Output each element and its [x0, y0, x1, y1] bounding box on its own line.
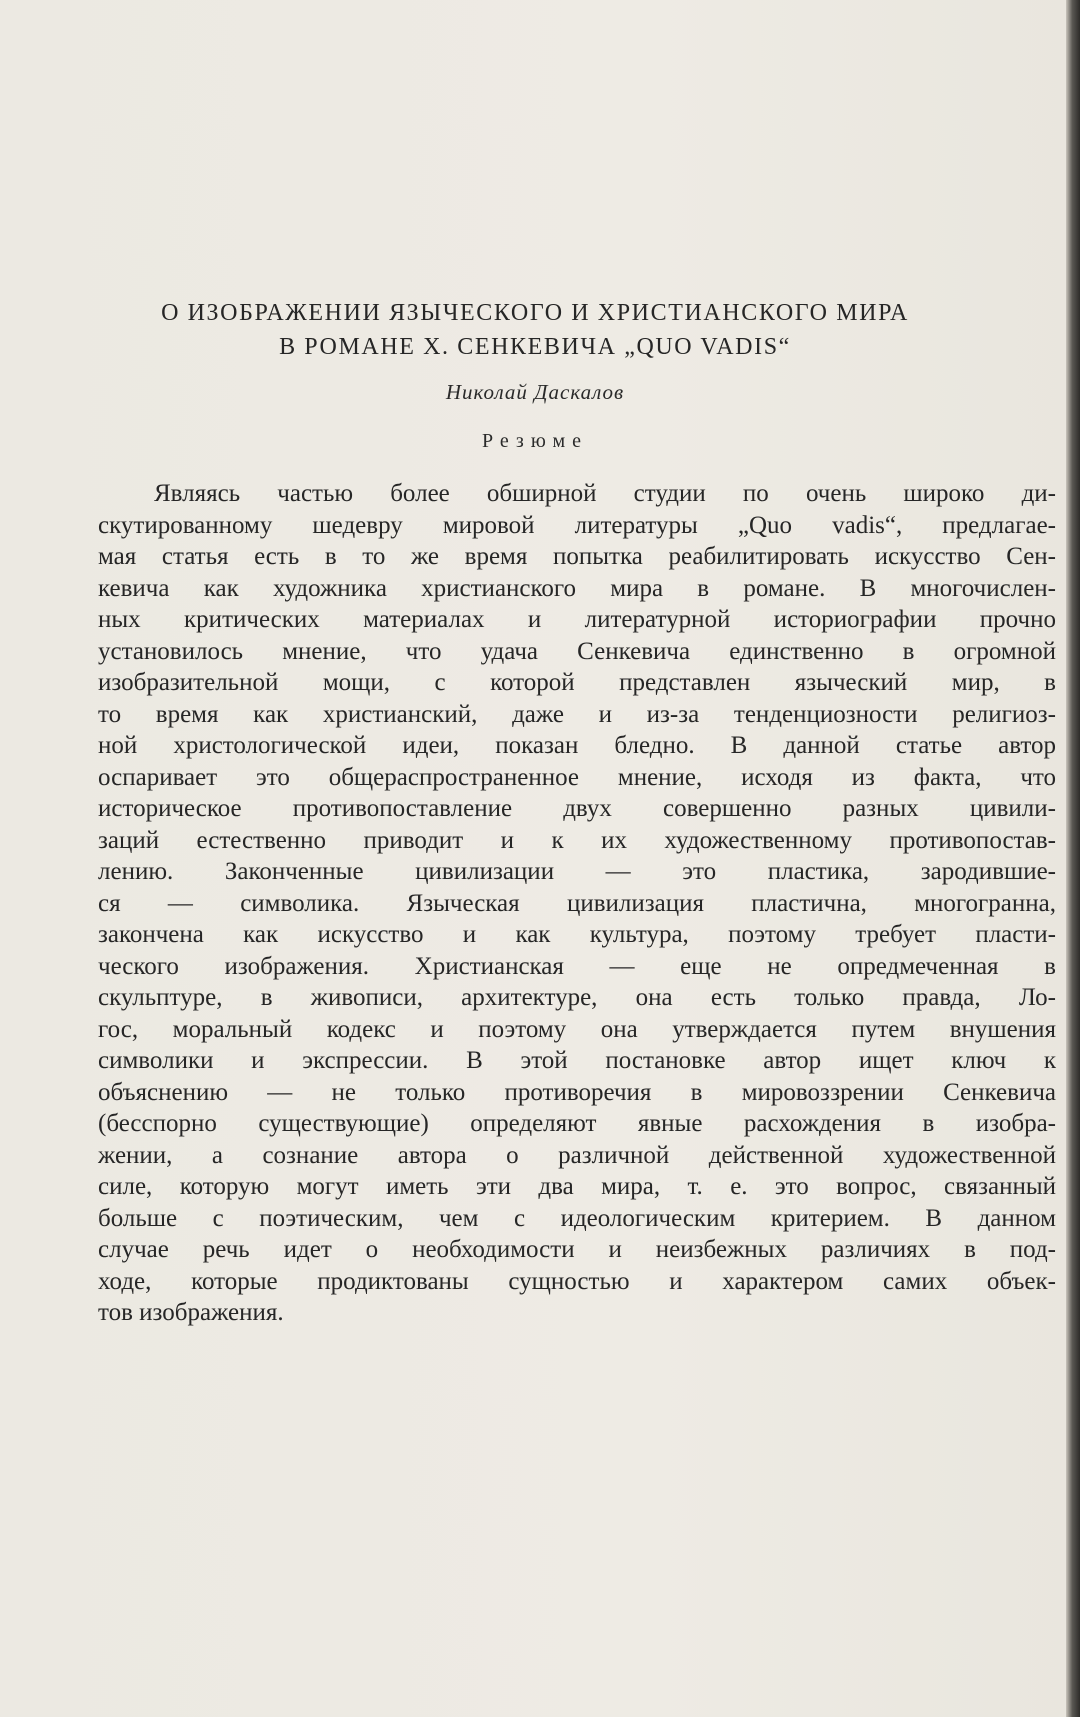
- text-line: заций естественно приводит и к их художественному противопостав-: [98, 826, 1056, 854]
- text-line: символики и экспрессии. В этой постановке автор ищет ключ к: [98, 1047, 1056, 1074]
- text-line: объяснению — не только противоречия в мировоззрении Сенкевича: [98, 1078, 1056, 1106]
- text-line: больше с поэтическим, чем с идеологическим критерием. В данном: [98, 1204, 1056, 1232]
- text-line: оспаривает это общераспространенное мнение, исходя из факта, что: [98, 763, 1056, 791]
- text-line: скульптуре, в живописи, архитектуре, она есть только правда, Ло-: [98, 984, 1056, 1011]
- title-line: О ИЗОБРАЖЕНИИ ЯЗЫЧЕСКОГО И ХРИСТИАНСКОГО МИРА: [161, 300, 909, 326]
- text-line: тов изображения.: [98, 1299, 284, 1326]
- text-line: ной христологической идеи, показан бледно. В данной статье автор: [98, 732, 1056, 759]
- text-line: ческого изображения. Христианская — еще не опредмеченная в: [98, 952, 1056, 980]
- summary-heading: Резюме: [481, 430, 589, 452]
- text-line: установилось мнение, что удача Сенкевича единственно в огромной: [98, 637, 1056, 665]
- book-spine-edge: [1066, 0, 1080, 1717]
- summary-body: [98, 478, 1056, 1329]
- text-line: мая статья есть в то же время попытка реабилитировать искусство Сен-: [98, 543, 1056, 570]
- text-line: закончена как искусство и как культура, поэтому требует пласти-: [98, 921, 1056, 948]
- text-line: силе, которую могут иметь эти два мира, т. е. это вопрос, связанный: [98, 1173, 1056, 1200]
- text-line: кевича как художника христианского мира в романе. В многочислен-: [98, 574, 1056, 602]
- author-name: Николай Даскалов: [445, 380, 625, 404]
- text-line: гос, моральный кодекс и поэтому она утверждается путем внушения: [98, 1015, 1056, 1043]
- article-title: [0, 296, 1070, 364]
- text-line: ных критических материалах и литературной историографии прочно: [98, 606, 1056, 633]
- title-line: В РОМАНЕ Х. СЕНКЕВИЧА „QUO VADIS“: [279, 334, 791, 360]
- text-line: то время как христианский, даже и из-за тенденциозности религиоз-: [98, 700, 1056, 728]
- text-line: историческое противопоставление двух совершенно разных цивили-: [98, 795, 1056, 822]
- text-line: ходе, которые продиктованы сущностью и характером самих объек-: [98, 1267, 1056, 1295]
- text-line: лению. Законченные цивилизации — это пластика, зародившие-: [98, 858, 1056, 885]
- text-line: жении, а сознание автора о различной действенной художественной: [98, 1141, 1056, 1169]
- text-line: Являясь частью более обширной студии по очень широко ди-: [154, 480, 1056, 507]
- text-line: изобразительной мощи, с которой представлен языческий мир, в: [98, 669, 1056, 696]
- text-line: скутированному шедевру мировой литературы „Quo vadis“, предлагае-: [98, 511, 1056, 539]
- text-line: случае речь идет о необходимости и неизбежных различиях в под-: [98, 1236, 1056, 1263]
- text-line: (бесспорно существующие) определяют явные расхождения в изобра-: [98, 1110, 1056, 1137]
- text-line: ся — символика. Языческая цивилизация пластична, многогранна,: [98, 889, 1056, 917]
